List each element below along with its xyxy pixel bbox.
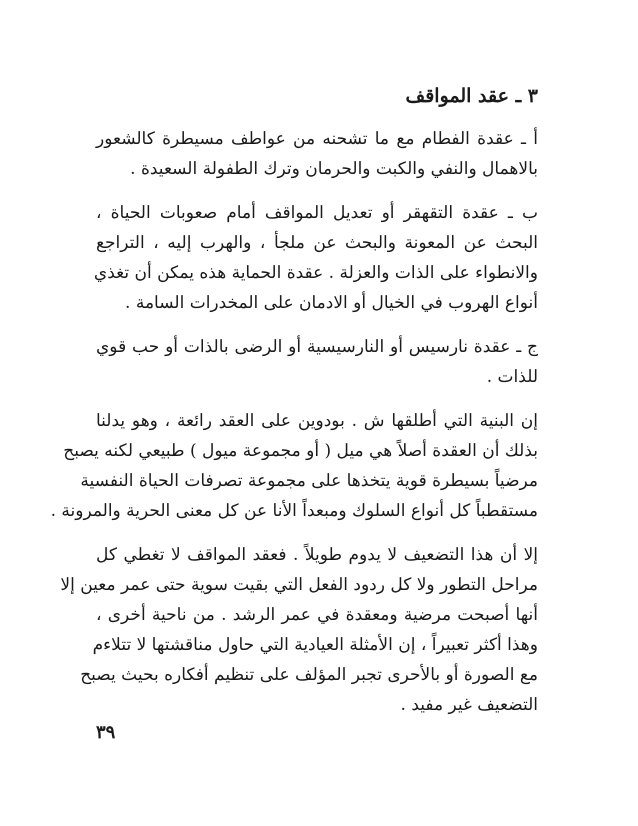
text-line: أنها أصبحت مرضية ومعقدة في عمر الرشد . من ناحية أخرى ، <box>96 605 538 625</box>
text-line: بذلك أن العقدة أصلاً هي ميل ( أو مجموعة ميول ) طبيعي لكنه يصبح <box>63 441 538 461</box>
paragraph-attenuation <box>60 540 538 720</box>
section-heading: ٣ ـ عقد المواقف <box>405 85 538 107</box>
text-line: مرضياً بسيطرة قوية يتخذها على مجموعة تصرفات الحياة النفسية <box>80 471 538 491</box>
text-line: والانطواء على الذات والعزلة . عقدة الحماية هذه يمكن أن تغذي <box>93 263 538 283</box>
text-line: وهذا أكثر تعبيراً ، إن الأمثلة العيادية التي حاول مناقشتها لا تتلاءم <box>92 635 538 655</box>
paragraph-regression-complex <box>93 198 538 318</box>
text-line: التضعيف غير مفيد . <box>400 695 538 715</box>
text-line: مع الصورة أو بالأحرى تجبر المؤلف على تنظيم أفكاره بحيث يصبح <box>80 665 538 685</box>
text-line: ج ـ عقدة نارسيس أو النارسيسية أو الرضى بالذات أو حب قوي <box>96 337 538 357</box>
paragraph-weaning-complex <box>96 124 538 184</box>
text-line: البحث عن المعونة والبحث عن ملجأ ، والهرب إليه ، التراجع <box>96 233 538 253</box>
text-line: أ ـ عقدة الفطام مع ما تشحنه من عواطف مسيطرة كالشعور <box>96 129 538 149</box>
paragraph-baudouin-structure <box>50 406 538 526</box>
page-number: ٣٩ <box>96 722 116 743</box>
text-line: ب ـ عقدة التقهقر أو تعديل المواقف أمام صعوبات الحياة ، <box>96 203 538 223</box>
page-body <box>50 82 538 734</box>
text-line: إن البنية التي أطلقها ش . بودوين على العقد رائعة ، وهو يدلنا <box>96 411 538 431</box>
text-line: أنواع الهروب في الخيال أو الادمان على المخدرات السامة . <box>125 293 538 313</box>
text-line: بالاهمال والنفي والكبت والحرمان وترك الطفولة السعيدة . <box>130 159 538 179</box>
paragraph-narcissus-complex <box>96 332 538 392</box>
text-line: للذات . <box>486 367 538 387</box>
text-line: إلا أن هذا التضعيف لا يدوم طويلاً . فعقد المواقف لا تغطي كل <box>96 545 538 565</box>
text-line: مراحل التطور ولا كل ردود الفعل التي بقيت سوية حتى عمر معين إلا <box>60 575 538 595</box>
text-line: مستقطباً كل أنواع السلوك ومبعداً الأنا عن كل معنى الحرية والمرونة . <box>50 501 538 521</box>
